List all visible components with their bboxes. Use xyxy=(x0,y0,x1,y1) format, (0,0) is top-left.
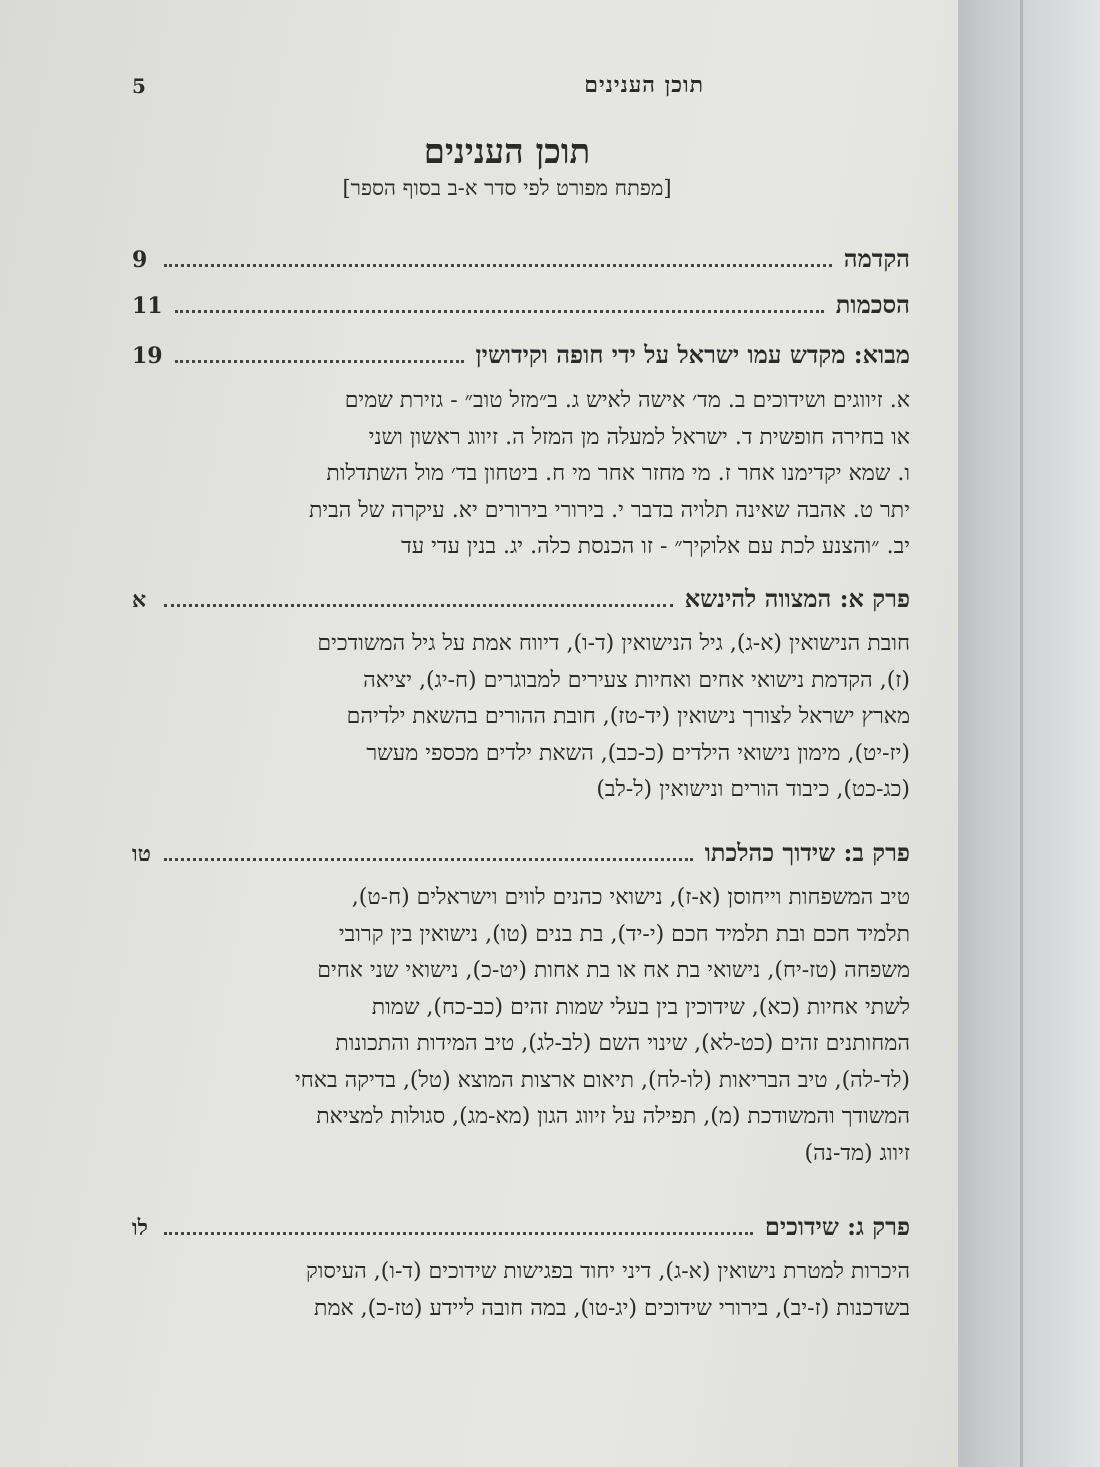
toc-entry-title: פרק א: המצווה להינשא xyxy=(684,584,910,613)
toc-entry-prologue xyxy=(132,340,910,374)
description-line: זיווג (מד-נה) xyxy=(804,1140,910,1166)
toc-entry-description xyxy=(132,1254,910,1327)
description-line: א. זיווגים ושידוכים ב. מד׳ אישה לאיש ג. ב״מזל טוב״ - גזירת שמים xyxy=(344,388,910,413)
leader-dots xyxy=(175,292,824,313)
toc-entry-title: מבוא: מקדש עמו ישראל על ידי חופה וקידושין xyxy=(475,340,910,369)
leader-dots xyxy=(175,342,464,363)
leader-dots xyxy=(164,1214,753,1235)
toc-entry-title: פרק ב: שידוך כהלכתו xyxy=(704,838,910,867)
description-line: או בחירה חופשית ד. ישראל למעלה מן המזל ה. זיווג ראשון ושני xyxy=(368,424,910,450)
toc-entry-title: הקדמה xyxy=(843,244,910,273)
page-subtitle: [מפתח מפורט לפי סדר א-ב בסוף הספר] xyxy=(342,176,672,200)
description-line: (כג-כט), כיבוד הורים ונישואין (ל-לב) xyxy=(596,777,910,802)
leader-dots xyxy=(164,586,673,607)
description-line: (ז), הקדמת נישואי אחים ואחיות צעירים למבוגרים (ח-יג), יציאה xyxy=(363,667,910,693)
toc-entry-title: פרק ג: שידוכים xyxy=(764,1212,910,1241)
toc-entry-chapter-2 xyxy=(132,838,910,872)
leader-dots xyxy=(164,246,832,267)
toc-entry-description xyxy=(132,626,910,809)
toc-entry-approbations xyxy=(132,290,910,324)
toc-entry-page: 11 xyxy=(132,293,163,319)
description-line: המחותנים זהים (כט-לא), שינוי השם (לב-לג), טיב המידות והתכונות xyxy=(335,1031,910,1056)
toc-entry-description xyxy=(132,383,910,566)
toc-entry-page: 9 xyxy=(132,247,148,273)
page-title: תוכן הענינים xyxy=(423,132,591,172)
description-line: המשודך והמשודכת (מ), תפילה על זיווג הגון (מא-מג), סגולות למציאת xyxy=(316,1104,910,1129)
description-line: בשדכנות (ז-יב), בירורי שידוכים (יג-טו), במה חובה ליידע (טז-כ), אמת xyxy=(314,1295,910,1321)
toc-entry-introduction xyxy=(132,244,910,278)
description-line: טיב המשפחות וייחוסן (א-ז), נישואי כהנים לווים וישראלים (ח-ט), xyxy=(351,885,910,910)
toc-entry-page: לו xyxy=(132,1215,148,1241)
page-stack-edge xyxy=(958,0,1100,1467)
description-line: (לד-לה), טיב הבריאות (לו-לח), תיאום ארצות המוצא (טל), בדיקה באחי xyxy=(294,1067,910,1093)
page-stack-line xyxy=(1020,0,1023,1467)
toc-entry-description xyxy=(132,880,910,1172)
description-line: תלמיד חכם ובת תלמיד חכם (י-יד), בת בנים (טו), נישואין בין קרובי xyxy=(338,921,910,947)
leader-dots xyxy=(164,840,693,861)
description-line: היכרות למטרת נישואין (א-ג), דיני יחוד בפגישות שידוכים (ד-ו), העיסוק xyxy=(305,1259,910,1284)
description-line: (יז-יט), מימון נישואי הילדים (כ-כב), השאת ילדים מכספי מעשר xyxy=(366,740,910,766)
toc-entry-page: 19 xyxy=(132,343,163,369)
toc-entry-page: א xyxy=(132,587,147,613)
description-line: מארץ ישראל לצורך נישואין (יד-טז), חובת ההורים בהשאת ילדיהם xyxy=(346,704,910,729)
description-line: לשתי אחיות (כא), שידוכין בין בעלי שמות זהים (כב-כח), שמות xyxy=(371,994,910,1020)
description-line: יתר ט. אהבה שאינה תלויה בדבר י. בירורי בירורים יא. עיקרה של הבית xyxy=(309,497,910,523)
toc-entry-title: הסכמות xyxy=(835,290,910,319)
description-line: משפחה (טז-יח), נישואי בת אח או בת אחות (יט-כ), נישואי שני אחים xyxy=(317,958,910,983)
toc-entry-chapter-3 xyxy=(132,1212,910,1246)
page-number: 5 xyxy=(132,74,146,98)
toc-entry-page: טו xyxy=(132,841,151,867)
page-content xyxy=(132,0,910,1467)
running-head-title: תוכן הענינים xyxy=(584,72,704,98)
description-line: יב. ״והצנע לכת עם אלוקיך״ - זו הכנסת כלה. יג. בנין עדי עד xyxy=(401,534,910,559)
description-line: ו. שמא יקדימנו אחר ז. מי מחזר אחר מי ח. ביטחון בד׳ מול השתדלות xyxy=(326,461,910,486)
description-line: חובת הנישואין (א-ג), גיל הנישואין (ד-ו), דיווח אמת על גיל המשודכים xyxy=(317,631,910,656)
toc-entry-chapter-1 xyxy=(132,584,910,618)
running-head xyxy=(132,72,910,102)
